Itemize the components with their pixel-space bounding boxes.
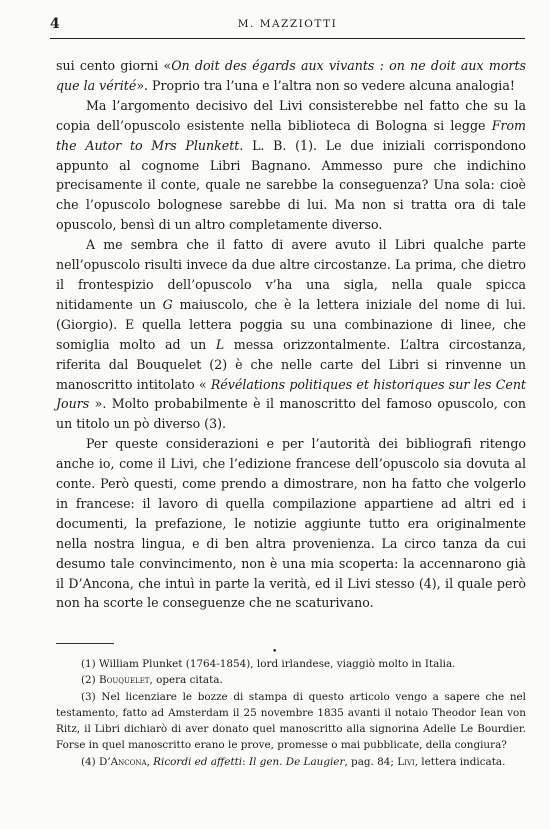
footnote [56, 754, 526, 770]
italic-text: G [162, 296, 173, 312]
text-run: (1) William Plunket (1764-1854), lord irlandese, viaggiò molto in Italia. [81, 658, 456, 670]
paragraph [56, 434, 526, 613]
paragraph [56, 235, 526, 434]
paragraph [56, 96, 526, 235]
text-run: sui cento giorni « [56, 58, 172, 73]
page-header [50, 8, 525, 38]
text-run: , [146, 755, 154, 768]
paragraph [56, 56, 526, 96]
page-number: 4 [50, 16, 60, 32]
footnote-separator [56, 643, 114, 644]
italic-text: Il gen. De Laugier [248, 755, 345, 768]
header-rule [50, 38, 525, 39]
italic-text: From the Autor to Mrs Plunkett [56, 117, 526, 153]
footnote [56, 672, 526, 688]
print-mark: • [272, 647, 278, 657]
text-run: messa orizzontalmente. L’altra circostanza, riferita dal Bouquelet (2) è che nelle carte del Libri si rinvenne un manoscritto intitolato « [56, 336, 526, 392]
text-run: (3) Nel licenziare le bozze di stampa di questo articolo vengo a sapere che nel testamento, fatto ad Amsterdam il 25 novembre 1835 avanti il notaio Theodor Iean von Ritz, il Libri dichiarò di aver donato quel manoscritto alla signorina Adelle Le Bourdier. Forse in quel manoscritto erano le prove, promesse o mai pubblicate, della congiura? [56, 690, 526, 752]
text-run: , opera citata. [149, 674, 223, 687]
text-run: A me sembra che il fatto di avere avuto il Libri qualche parte nell’opuscolo risulti invece da due altre circostanze. La prima, che dietro il frontespizio dell’opuscolo v’ha una sigla, nella quale spicca nitidamente un [56, 237, 526, 312]
text-run: ». Proprio tra l’una e l’altra non so vedere alcuna analogia! [136, 77, 515, 93]
italic-text: Ricordi ed affetti [153, 755, 243, 768]
footnotes [56, 656, 526, 770]
text-run: Ma l’argomento decisivo del Livi consisterebbe nel fatto che su la copia dell’opuscolo esistente nella biblioteca di Bologna si legge [56, 97, 526, 133]
running-head: M. MAZZIOTTI [237, 18, 338, 30]
footnote [56, 656, 526, 672]
text-run: . L. B. (1). Le due iniziali corrispondono appunto al cognome Libri Bagnano. Ammesso pure che indichino precisamente il conte, quale ne sarebbe la conseguenza? Una sola: cioè che l’opuscolo bolognese sarebbe di lui. Ma non si tratta ora di tale opuscolo, bensì di un altro completamente diverso. [56, 137, 526, 233]
italic-text: On doit des égards aux vivants : on ne doit aux morts que la vérité [56, 58, 526, 93]
italic-text: Révélations politiques et historiques sur les Cent Jours [56, 376, 526, 412]
author-name: Livi [397, 755, 415, 768]
text-run: (2) [81, 674, 100, 687]
text-run: , lettera indicata. [414, 755, 506, 768]
text-run: : [242, 755, 249, 768]
text-run: (4) D’ [81, 755, 111, 768]
text-run: , pag. 84; [344, 755, 398, 768]
italic-text: L [215, 336, 225, 352]
author-name: Ancona [110, 755, 147, 768]
article-body [56, 56, 526, 613]
author-name: Bouquelet [99, 674, 150, 687]
text-run: ». Molto probabilmente è il manoscritto del famoso opuscolo, con un titolo un pò diverso (3). [56, 396, 526, 432]
footnote [56, 689, 526, 754]
text-run: Per queste considerazioni e per l’autorità dei bibliografi ritengo anche io, come il Livi, che l’edizione francese dell’opuscolo sia dovuta al conte. Però questi, come prendo a dimostrare, non ha fatto che volgerlo in francese: il lavoro di quella compilazione appartiene ad altri ed i documenti, la prefazione, le notizie aggiunte tutto era originalmente nella nostra lingua, e di ben altra provenienza. La circo tanza da cui desumo tale convincimento, non è una mia scoperta: la accennarono già il D’Ancona, che intuì in parte la verità, ed il Livi stesso (4), il quale però non ha scorte le conseguenze che ne scaturivano. [56, 436, 526, 611]
text-run: maiuscolo, che è la lettera iniziale del nome di lui. (Giorgio). E quella lettera poggia su una combinazione di linee, che somiglia molto ad un [56, 296, 526, 352]
